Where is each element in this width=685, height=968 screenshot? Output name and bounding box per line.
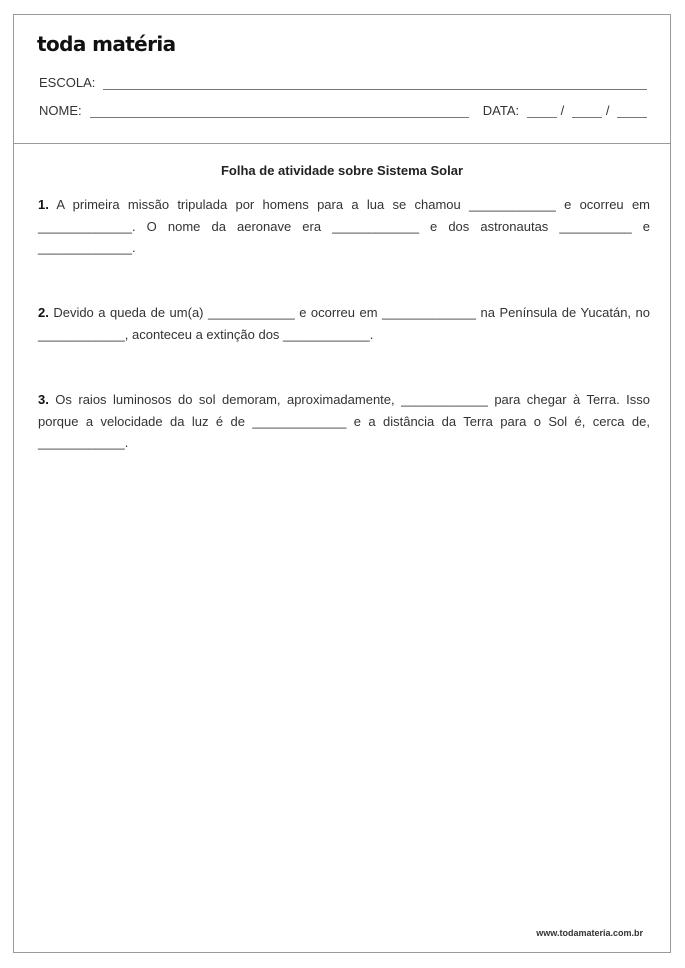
question-number: 2. xyxy=(38,305,49,320)
brand-logo: toda matéria xyxy=(37,32,176,56)
escola-label: ESCOLA: xyxy=(39,75,96,90)
escola-input-line[interactable] xyxy=(103,77,647,90)
date-separator: / xyxy=(605,103,610,118)
date-year-line[interactable] xyxy=(617,105,647,118)
worksheet-title: Folha de atividade sobre Sistema Solar xyxy=(220,163,464,178)
date-month-line[interactable] xyxy=(572,105,602,118)
question-number: 1. xyxy=(38,197,49,212)
question-text: Devido a queda de um(a) ____________ e ocorreu em _____________ na Península de Yucatán, no ____________, aconteceu a extinção dos ____________. xyxy=(38,305,650,342)
question-3 xyxy=(38,389,650,454)
data-label: DATA: xyxy=(482,103,520,118)
worksheet-page xyxy=(13,14,671,953)
nome-input-line[interactable] xyxy=(90,105,469,118)
date-day-line[interactable] xyxy=(527,105,557,118)
nome-label: NOME: xyxy=(39,103,82,118)
question-text: A primeira missão tripulada por homens para a lua se chamou ____________ e ocorreu em _____________. O nome da aeronave era ____________ e dos astronautas __________ e _____________. xyxy=(38,197,650,255)
question-text: Os raios luminosos do sol demoram, aproximadamente, ____________ para chegar à Terra. Isso porque a velocidade da luz é de _____________ e a distância da Terra para o Sol é, cerca de, ____________. xyxy=(38,392,650,450)
question-1 xyxy=(38,194,650,259)
date-separator: / xyxy=(560,103,565,118)
question-2 xyxy=(38,302,650,345)
nome-data-row xyxy=(39,103,647,118)
question-number: 3. xyxy=(38,392,49,407)
escola-field xyxy=(39,75,647,90)
worksheet-header xyxy=(14,15,670,144)
footer-website: www.todamateria.com.br xyxy=(536,928,643,938)
